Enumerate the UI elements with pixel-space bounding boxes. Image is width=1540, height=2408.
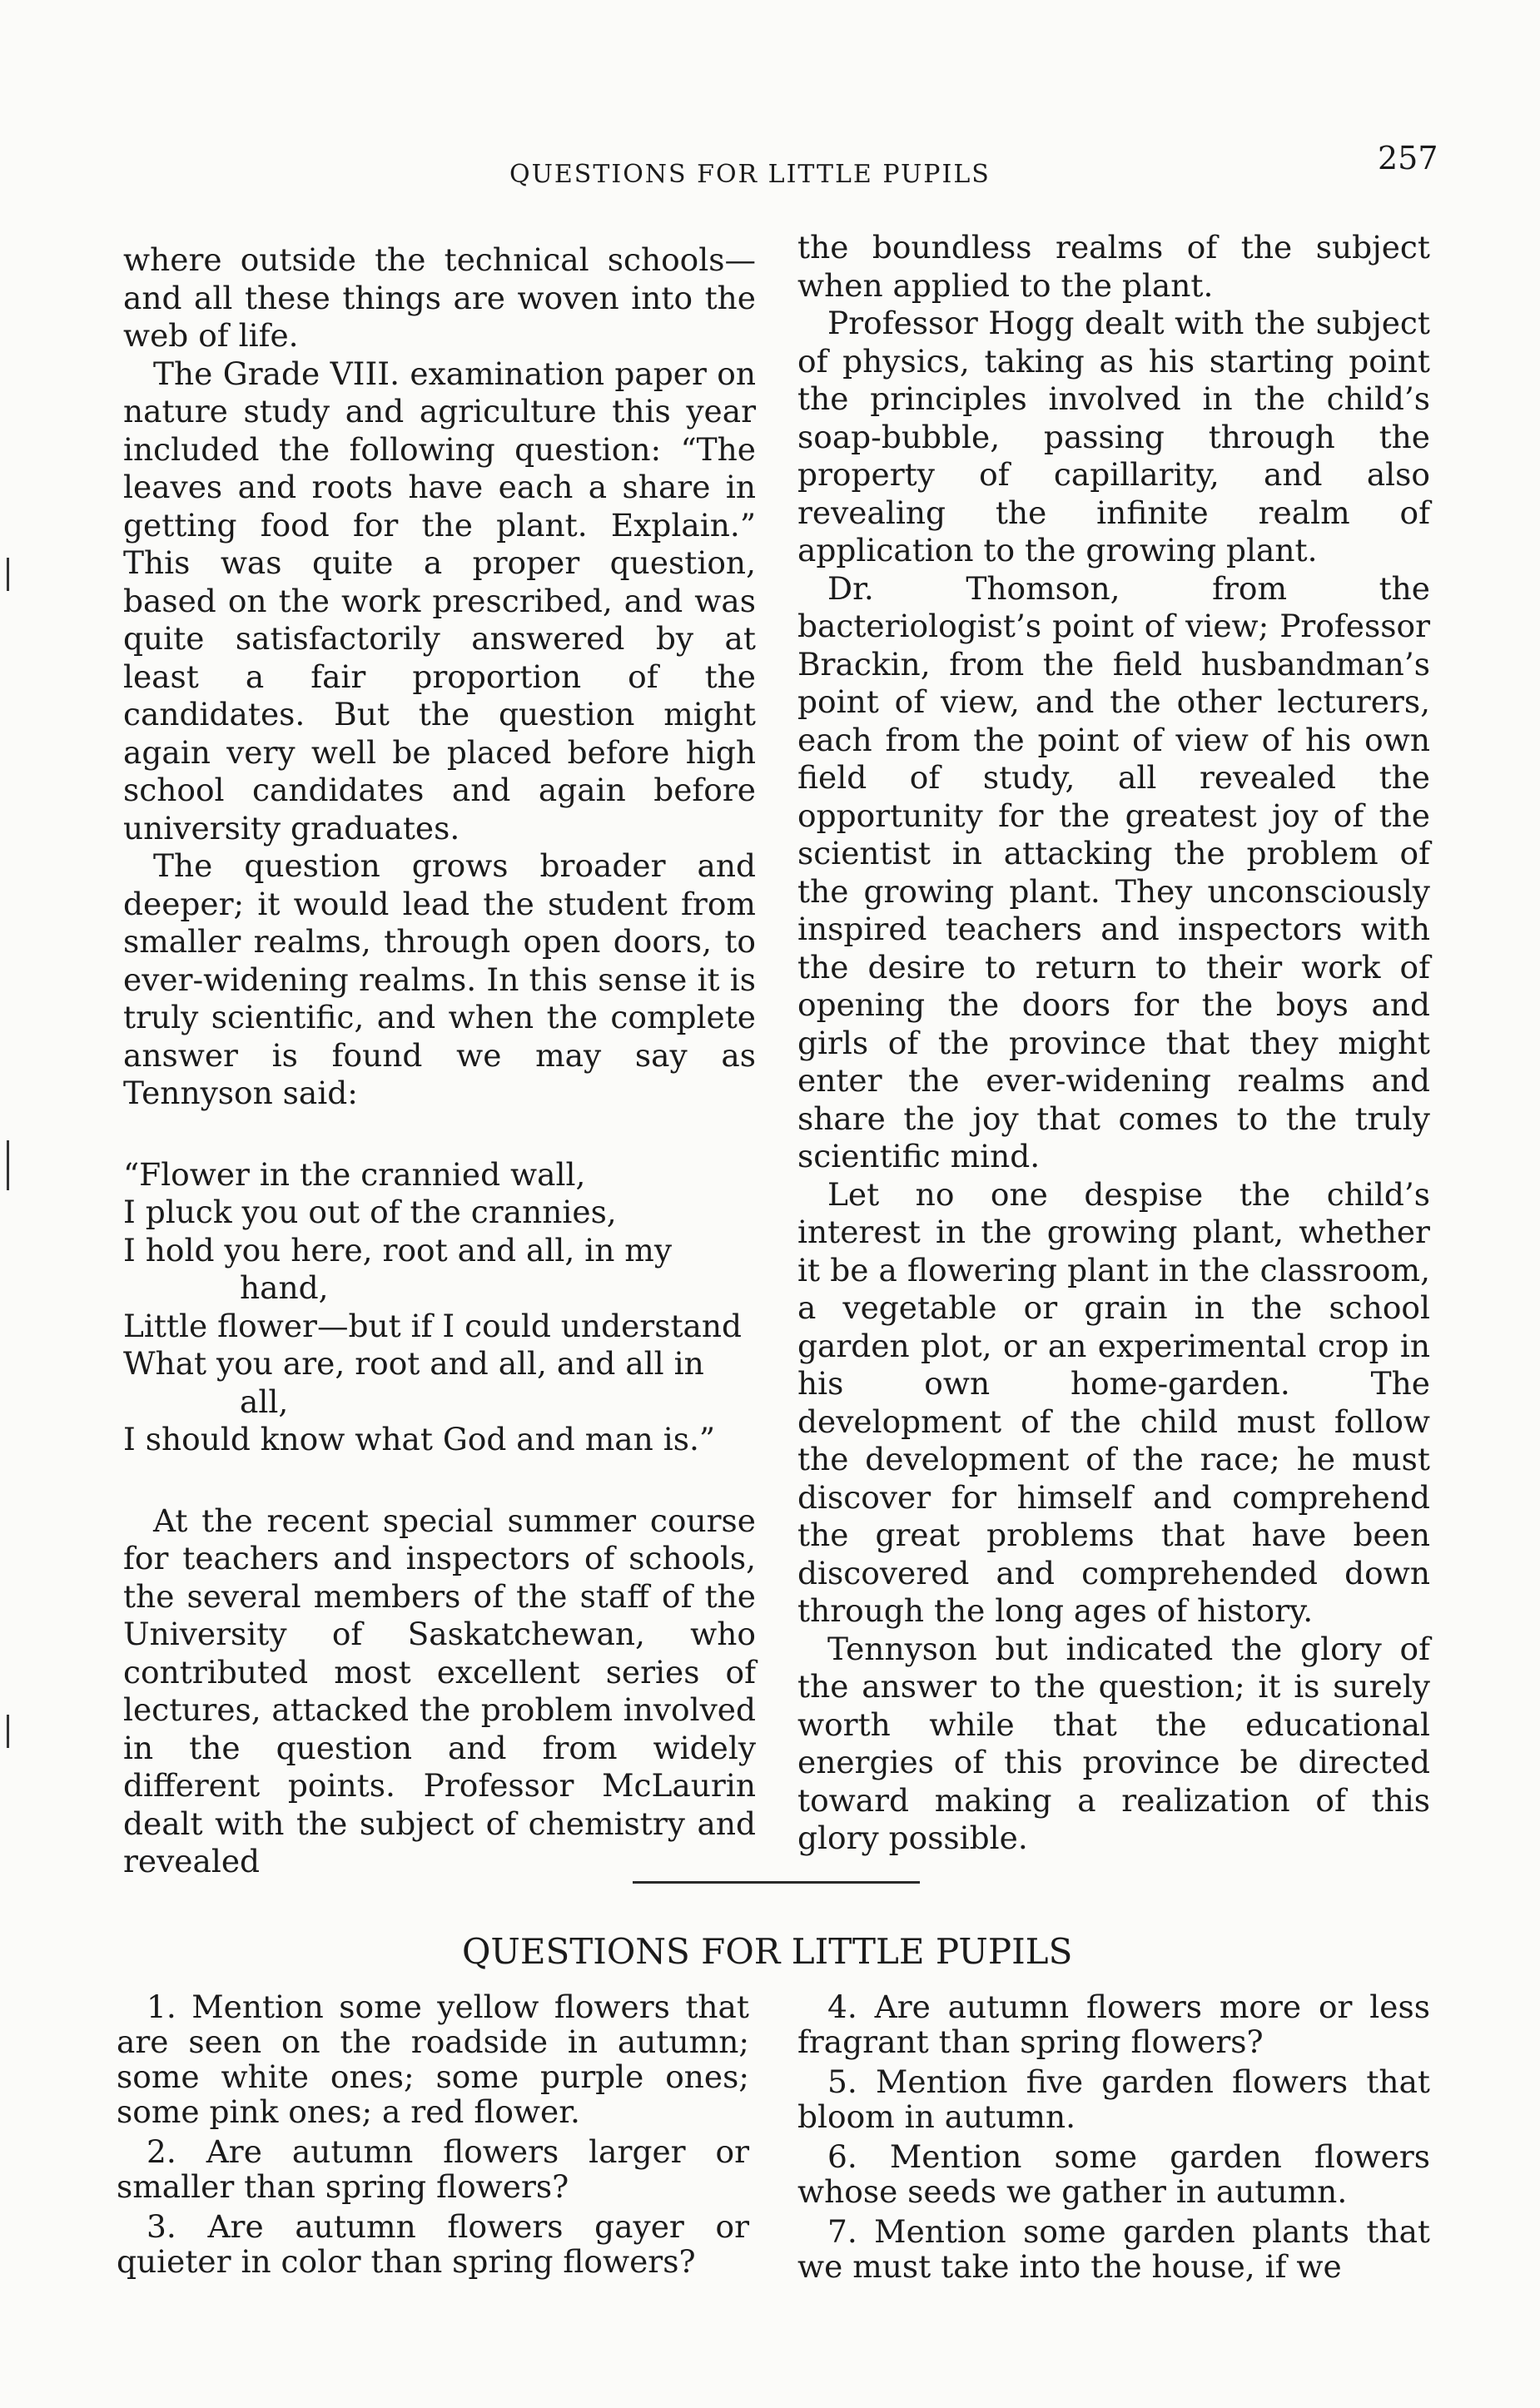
question-item: 1. Mention some yellow flowers that are seen on the roadside in autumn; some white ones; some purple ones; some pink ones; a red flower.: [117, 1988, 749, 2130]
paragraph: the boundless realms of the subject when applied to the plant.: [797, 229, 1430, 304]
article-right-column: [797, 229, 1430, 1858]
running-head: QUESTIONS FOR LITTLE PUPILS: [509, 160, 991, 189]
question-item: 5. Mention five garden flowers that bloom in autumn.: [797, 2063, 1430, 2135]
paragraph: Dr. Thomson, from the bacteriologist’s point of view; Professor Brackin, from the field husbandman’s point of view, and the other lecturers, each from the point of view of his own field of study, all revealed the opportunity for the greatest joy of the scientist in attacking the problem of the growing plant. They unconsciously inspired teachers and inspectors with the desire to return to their work of opening the doors for the boys and girls of the province that they might enter the ever-widening realms and share the joy that comes to the truly scientific mind.: [797, 569, 1430, 1174]
poem-line-continuation: hand,: [240, 1269, 329, 1306]
paragraph: Tennyson but indicated the glory of the answer to the question; it is surely worth while that the educational energies of this province be directed toward making a realization of this glory possible.: [797, 1630, 1430, 1856]
poem: [123, 1156, 756, 1459]
paragraph: The Grade VIII. examination paper on nature study and agriculture this year included the following question: “The leaves and roots have each a share in getting food for the plant. Explain.” This was quite a proper question, based on the work prescribed, and was quite satisfactorily answered by at least a fair proportion of the candidates. But the question might again very well be placed before high school candidates and again before university graduates.: [123, 355, 756, 847]
paragraph: where outside the technical schools—and all these things are woven into the web of life.: [123, 241, 756, 354]
section-divider: [633, 1881, 920, 1884]
question-item: 4. Are autumn flowers more or less fragrant than spring flowers?: [797, 1988, 1430, 2060]
questions-left-column: [117, 1989, 749, 2284]
question-item: 6. Mention some garden flowers whose seeds we gather in autumn.: [797, 2138, 1430, 2210]
page-number: 257: [1378, 140, 1438, 176]
question-item: 2. Are autumn flowers larger or smaller than spring flowers?: [117, 2133, 749, 2205]
paragraph: The question grows broader and deeper; it would lead the student from smaller realms, through open doors, to ever-widening realms. In this sense it is truly scientific, and when the complete answer is found we may say as Tennyson said:: [123, 847, 756, 1111]
poem-line: I hold you here, root and all, in my: [123, 1231, 673, 1269]
question-item: 7. Mention some garden plants that we must take into the house, if we: [797, 2213, 1430, 2285]
paragraph: At the recent special summer course for teachers and inspectors of schools, the several members of the staff of the University of Saskatchewan, who contributed most excellent series of lectures, attacked the problem involved in the question and from widely different points. Professor McLaurin dealt with the subject of chemistry and revealed: [123, 1502, 756, 1879]
article-left-column: [123, 241, 756, 1881]
poem-line: Little flower—but if I could understand: [123, 1307, 743, 1344]
paragraph: Let no one despise the child’s interest in the growing plant, whether it be a flowering plant in the classroom, a vegetable or grain in the school garden plot, or an experimental crop in his own home-garden. The development of the child must follow the development of the race; he must discover for himself and comprehend the great problems that have been discovered and comprehended down through the long ages of history.: [797, 1175, 1430, 1629]
poem-line: I pluck you out of the crannies,: [123, 1194, 617, 1230]
binding-mark: [7, 1140, 9, 1190]
poem-line: I should know what God and man is.”: [123, 1421, 716, 1457]
question-item: 3. Are autumn flowers gayer or quieter in color than spring flowers?: [117, 2208, 749, 2280]
paragraph: Professor Hogg dealt with the subject of physics, taking as his starting point the principles involved in the child’s soap-bubble, passing through the property of capillarity, and also revealing the infinite realm of application to the growing plant.: [797, 305, 1430, 568]
binding-mark: [7, 558, 9, 591]
poem-line-continuation: all,: [240, 1383, 289, 1420]
binding-mark: [7, 1715, 9, 1748]
poem-line: “Flower in the crannied wall,: [123, 1155, 586, 1193]
poem-line: What you are, root and all, and all in: [123, 1345, 704, 1382]
section-title: QUESTIONS FOR LITTLE PUPILS: [462, 1931, 1073, 1972]
questions-right-column: [797, 1989, 1430, 2289]
